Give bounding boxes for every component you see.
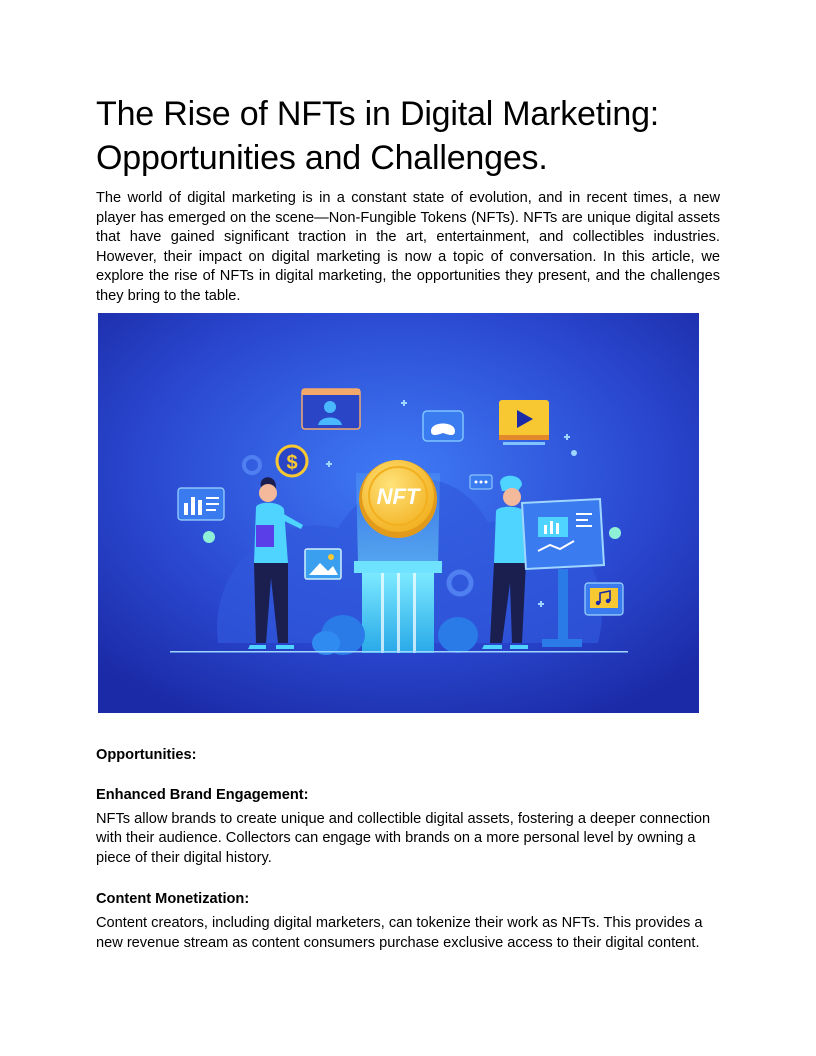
image-icon xyxy=(305,549,341,579)
brand-engagement-heading: Enhanced Brand Engagement: xyxy=(96,786,309,803)
document-page xyxy=(96,92,720,954)
bar-chart-card-icon xyxy=(178,488,224,520)
dollar-coin-icon xyxy=(277,446,307,476)
floor-line xyxy=(170,651,628,653)
content-monetization-heading: Content Monetization: xyxy=(96,891,250,908)
chat-bubble-icon xyxy=(470,475,492,489)
gamepad-icon xyxy=(423,411,463,441)
video-call-icon xyxy=(302,389,360,429)
nft-pedestal xyxy=(354,561,442,653)
play-video-icon xyxy=(499,400,549,445)
nft-marketing-illustration xyxy=(98,313,699,713)
content-monetization-paragraph: Content creators, including digital marketers, can tokenize their work as NFTs. This provides a new revenue stream as content consumers purchase exclusive access to their digital content. xyxy=(96,915,703,951)
page-title: The Rise of NFTs in Digital Marketing: Opportunities and Challenges. xyxy=(96,95,660,177)
nft-coin-label: NFT xyxy=(376,483,420,509)
opportunities-heading: Opportunities: xyxy=(96,746,197,763)
nft-coin xyxy=(359,460,437,538)
music-note-icon xyxy=(585,583,623,615)
brand-engagement-paragraph: NFTs allow brands to create unique and collectible digital assets, fostering a deeper connection with their audience. Collectors can engage with brands on a more personal level by owning a piece of their digital history. xyxy=(96,810,711,866)
intro-paragraph: The world of digital marketing is in a constant state of evolution, and in recent times, a new player has emerged on the scene—Non-Fungible Tokens (NFTs). NFTs are unique digital assets that have gained significant traction in the art, entertainment, and collectibles industries. However, their impact on digital marketing is now a topic of conversation. In this article, we explore the rise of NFTs in digital marketing, the opportunities they present, and the challenges they bring to the table. xyxy=(96,190,720,304)
dollar-symbol: $ xyxy=(286,451,298,474)
